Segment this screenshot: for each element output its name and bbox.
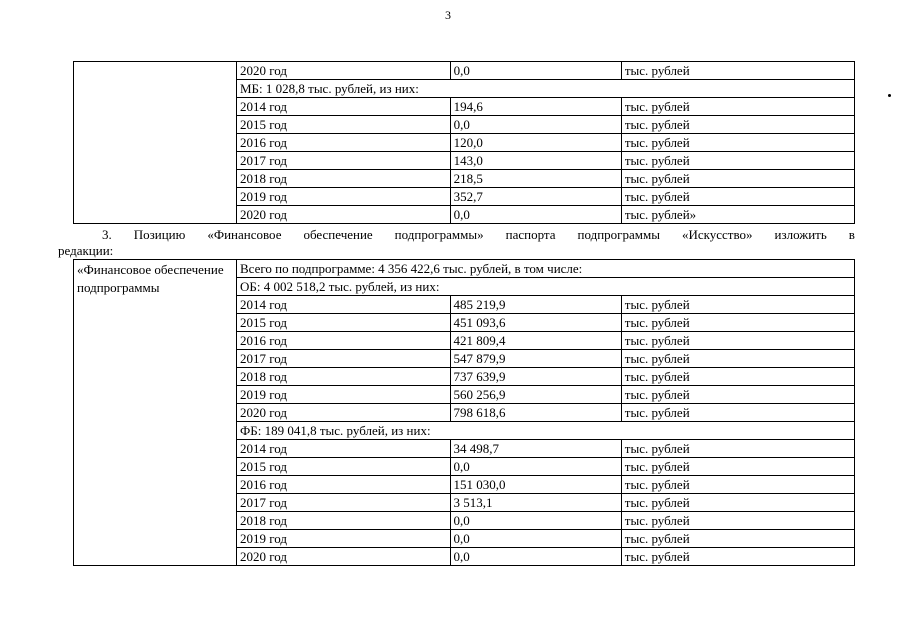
paragraph-word: изложить — [774, 227, 827, 242]
year-cell: 2016 год — [237, 134, 451, 152]
paragraph-word: «Финансовое — [207, 227, 282, 242]
unit-cell: тыс. рублей — [621, 98, 854, 116]
value-cell: 451 093,6 — [450, 314, 621, 332]
value-cell: 0,0 — [450, 548, 621, 566]
fb-header: ФБ: 189 041,8 тыс. рублей, из них: — [237, 422, 855, 440]
year-cell: 2020 год — [237, 62, 451, 80]
value-cell: 194,6 — [450, 98, 621, 116]
ob-header: ОБ: 4 002 518,2 тыс. рублей, из них: — [237, 278, 855, 296]
total-header: Всего по подпрограмме: 4 356 422,6 тыс. рублей, в том числе: — [237, 260, 855, 278]
unit-cell: тыс. рублей — [621, 458, 854, 476]
stray-dot — [888, 94, 891, 97]
value-cell: 798 618,6 — [450, 404, 621, 422]
unit-cell: тыс. рублей — [621, 314, 854, 332]
page-number: 3 — [445, 8, 451, 22]
value-cell: 0,0 — [450, 116, 621, 134]
unit-cell: тыс. рублей — [621, 62, 854, 80]
year-cell: 2020 год — [237, 548, 451, 566]
paragraph-word: обеспечение — [303, 227, 373, 242]
unit-cell: тыс. рублей — [621, 476, 854, 494]
unit-cell: тыс. рублей — [621, 170, 854, 188]
unit-cell: тыс. рублей — [621, 116, 854, 134]
funding-table-continuation — [73, 61, 855, 224]
table-row — [74, 62, 855, 80]
value-cell: 0,0 — [450, 62, 621, 80]
unit-cell: тыс. рублей — [621, 296, 854, 314]
unit-cell: тыс. рублей — [621, 134, 854, 152]
unit-cell: тыс. рублей — [621, 386, 854, 404]
value-cell: 120,0 — [450, 134, 621, 152]
year-cell: 2020 год — [237, 404, 451, 422]
unit-cell: тыс. рублей — [621, 368, 854, 386]
value-cell: 218,5 — [450, 170, 621, 188]
value-cell: 547 879,9 — [450, 350, 621, 368]
value-cell: 3 513,1 — [450, 494, 621, 512]
value-cell: 485 219,9 — [450, 296, 621, 314]
year-cell: 2020 год — [237, 206, 451, 224]
label-cell-empty — [74, 62, 237, 224]
unit-cell: тыс. рублей — [621, 548, 854, 566]
value-cell: 151 030,0 — [450, 476, 621, 494]
value-cell: 421 809,4 — [450, 332, 621, 350]
value-cell: 0,0 — [450, 206, 621, 224]
year-cell: 2014 год — [237, 98, 451, 116]
unit-cell: тыс. рублей — [621, 332, 854, 350]
value-cell: 0,0 — [450, 458, 621, 476]
paragraph-line-2: редакции: — [58, 243, 114, 258]
paragraph-word: Позицию — [133, 227, 186, 242]
financing-label: «Финансовое обеспечение подпрограммы — [74, 260, 237, 566]
paragraph-word: в — [848, 227, 855, 242]
year-cell: 2019 год — [237, 386, 451, 404]
year-cell: 2015 год — [237, 116, 451, 134]
year-cell: 2016 год — [237, 476, 451, 494]
year-cell: 2019 год — [237, 188, 451, 206]
value-cell: 737 639,9 — [450, 368, 621, 386]
year-cell: 2015 год — [237, 458, 451, 476]
unit-cell: тыс. рублей — [621, 188, 854, 206]
value-cell: 352,7 — [450, 188, 621, 206]
paragraph-word: подпрограммы» — [394, 227, 484, 242]
value-cell: 0,0 — [450, 530, 621, 548]
value-cell: 143,0 — [450, 152, 621, 170]
value-cell: 0,0 — [450, 512, 621, 530]
paragraph-word: подпрограммы — [577, 227, 660, 242]
year-cell: 2018 год — [237, 512, 451, 530]
year-cell: 2016 год — [237, 332, 451, 350]
unit-cell: тыс. рублей — [621, 494, 854, 512]
paragraph-line-1 — [58, 227, 855, 243]
year-cell: 2017 год — [237, 494, 451, 512]
unit-cell: тыс. рублей — [621, 530, 854, 548]
unit-cell: тыс. рублей — [621, 350, 854, 368]
year-cell: 2017 год — [237, 152, 451, 170]
year-cell: 2014 год — [237, 440, 451, 458]
funding-table-art — [73, 259, 855, 566]
year-cell: 2014 год — [237, 296, 451, 314]
mb-header: МБ: 1 028,8 тыс. рублей, из них: — [237, 80, 855, 98]
year-cell: 2015 год — [237, 314, 451, 332]
year-cell: 2018 год — [237, 170, 451, 188]
unit-cell: тыс. рублей» — [621, 206, 854, 224]
unit-cell: тыс. рублей — [621, 440, 854, 458]
paragraph-word: «Искусство» — [681, 227, 753, 242]
table-row — [74, 260, 855, 278]
year-cell: 2017 год — [237, 350, 451, 368]
paragraph-word: паспорта — [505, 227, 556, 242]
year-cell: 2018 год — [237, 368, 451, 386]
value-cell: 34 498,7 — [450, 440, 621, 458]
unit-cell: тыс. рублей — [621, 512, 854, 530]
instruction-paragraph — [58, 227, 855, 259]
paragraph-word: 3. — [102, 227, 112, 242]
year-cell: 2019 год — [237, 530, 451, 548]
value-cell: 560 256,9 — [450, 386, 621, 404]
unit-cell: тыс. рублей — [621, 152, 854, 170]
unit-cell: тыс. рублей — [621, 404, 854, 422]
